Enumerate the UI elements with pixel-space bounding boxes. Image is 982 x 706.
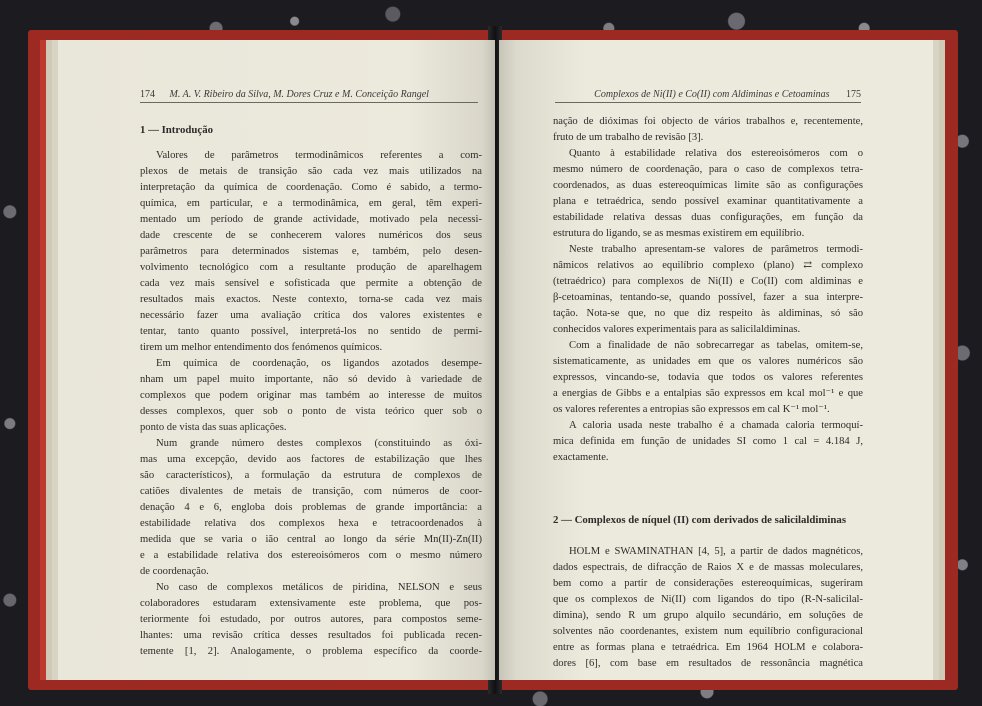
- text-line: volvimento tecnológico com a resultante produção de aparelhagem: [140, 262, 482, 273]
- text-line: dores [6], com base em resultados de ressonância magnética: [553, 658, 863, 669]
- text-line: plana e tetraédrica, sendo possível examinar quantitativamente a: [553, 196, 863, 207]
- text-line: os valores referentes a entropias são expressos em cal K⁻¹ mol⁻¹.: [553, 404, 830, 415]
- right-running-title: Complexos de Ni(II) e Co(II) com Aldiminas e Cetoaminas: [594, 89, 830, 100]
- left-body-lines: [140, 148, 482, 660]
- text-line: HOLM e SWAMINATHAN [4, 5], a partir de dados magnéticos,: [569, 546, 863, 557]
- text-line: necessário fazer uma avaliação crítica dos valores existentes e: [140, 310, 482, 321]
- text-line: (tetraédrico) para complexos de Ni(II) e Co(II) com aldiminas e: [553, 276, 863, 287]
- text-line: temente [1, 2]. Analogamente, o problema específico da coorde-: [140, 646, 482, 657]
- right-body-lines-b: [553, 544, 863, 672]
- text-line: desses complexos, quer sob o ponto de vista teórico quer sob o: [140, 406, 482, 417]
- right-page: [499, 40, 933, 680]
- left-running-head: [140, 89, 478, 103]
- text-line: Com a finalidade de não sobrecarregar as tabelas, omitem-se,: [569, 340, 863, 351]
- heading-gap: [140, 138, 482, 148]
- text-line: denação 4 e 6, engloba dois problemas de grande importância: a: [140, 502, 482, 513]
- section-gap: [553, 466, 863, 512]
- text-line: tentar, tanto quanto possível, interpretá-los no sentido de permi-: [140, 326, 482, 337]
- text-line: são característicos), a formulação da estrutura de complexos de: [140, 470, 482, 481]
- text-line: Valores de parâmetros termodinâmicos referentes a com-: [156, 150, 482, 161]
- text-line: que os complexos de Ni(II) com ligandos do tipo (R-N-salicilal-: [553, 594, 863, 605]
- text-line: mas uma excepção, devido aos factores de estabilização que lhes: [140, 454, 482, 465]
- text-line: nâmicos relativos ao equilíbrio complexo (plano) ⇄ complexo: [553, 260, 863, 271]
- right-body: [553, 114, 863, 672]
- text-line: resultados mais exactos. Neste contexto, torna-se cada vez mais: [140, 294, 482, 305]
- text-line: dimina), sendo R um grupo alquilo secundário, em soluções de: [553, 610, 863, 621]
- text-line: β-cetoaminas, tentando-se, quando possível, fazer a sua interpre-: [553, 292, 863, 303]
- text-line: No caso de complexos metálicos de piridina, NELSON e seus: [156, 582, 482, 593]
- text-line: cada vez mais sensível e sofisticada que permite a obtenção de: [140, 278, 482, 289]
- text-line: nham um papel muito importante, não só devido à variedade de: [140, 374, 482, 385]
- text-line: teriormente foi estudado, por outros autores, para compostos seme-: [140, 614, 482, 625]
- text-line: exactamente.: [553, 452, 609, 463]
- text-line: parâmetros para determinados sistemas e, também, pelo desen-: [140, 246, 482, 257]
- right-body-lines-a: [553, 114, 863, 466]
- text-line: nação de dióximas foi objecto de vários trabalhos e, recentemente,: [553, 116, 863, 127]
- text-line: A caloria usada neste trabalho é a chamada caloria termoquí-: [569, 420, 863, 431]
- text-line: sistematicamente, as unidades em que os valores numéricos são: [553, 356, 863, 367]
- left-body: [140, 122, 482, 660]
- heading-gap-2: [553, 528, 863, 544]
- text-line: fruto de um trabalho de revisão [3].: [553, 132, 704, 143]
- text-line: ponto de vista das suas aplicações.: [140, 422, 287, 433]
- text-line: e a estabilidade relativa dos estereoisómeros com o mesmo número: [140, 550, 482, 561]
- text-line: Num grande número destes complexos (constituindo as óxi-: [156, 438, 482, 449]
- text-line: expressos, vincando-se, todavia que todos os valores referentes: [553, 372, 863, 383]
- text-line: catiões divalentes de metais de transição, com números de coor-: [140, 486, 482, 497]
- text-line: lhantes: uma revisão crítica desses resultados foi publicada recen-: [140, 630, 482, 641]
- text-line: mentado um período de grande actividade, motivado pela necessi-: [140, 214, 482, 225]
- left-page: [58, 40, 495, 680]
- text-line: solventes não coordenantes, existem num equilíbrio configuracional: [553, 626, 863, 637]
- text-line: Em química de coordenação, os ligandos azotados desempe-: [156, 358, 482, 369]
- text-line: de coordenação.: [140, 566, 209, 577]
- section-heading-1: 1 — Introdução: [140, 124, 213, 136]
- text-line: estrutura do ligando, se as mesmas existirem em equilíbrio.: [553, 228, 805, 239]
- text-line: colaboradores estudaram extensivamente este problema, que pos-: [140, 598, 482, 609]
- text-line: plexos de metais de transição são cada vez mais utilizados na: [140, 166, 482, 177]
- text-line: mesmo número de coordenação, para o caso de complexos tetra-: [553, 164, 863, 175]
- text-line: conhecidos valores experimentais para as salicilaldiminas.: [553, 324, 801, 335]
- text-line: a energias de Gibbs e a entalpias são expressos em kcal mol⁻¹ e que: [553, 388, 863, 399]
- text-line: complexos que podem originar mas também ao interesse de muitos: [140, 390, 482, 401]
- right-running-head: [555, 89, 861, 103]
- text-line: Neste trabalho apresentam-se valores de parâmetros termodi-: [569, 244, 863, 255]
- text-line: medida que se varia o ião central ao longo da série Mn(II)-Zn(II): [140, 534, 482, 545]
- text-line: Quanto à estabilidade relativa dos estereoisómeros com o: [569, 148, 863, 159]
- left-page-number: 174: [140, 89, 155, 100]
- text-line: coordenados, as duas estereoquímicas limite são as configurações: [553, 180, 863, 191]
- section-heading-2: 2 — Complexos de níquel (II) com derivados de salicilaldiminas: [553, 514, 847, 526]
- text-line: dados espectrais, de difracção de Raios X e de massas moleculares,: [553, 562, 863, 573]
- right-page-number: 175: [846, 89, 861, 100]
- text-line: mica definida em função de unidades SI como 1 cal = 4.184 J,: [553, 436, 863, 447]
- text-line: tação. Nota-se que, no que diz respeito às aldiminas, só são: [553, 308, 863, 319]
- text-line: dade crescente de se conhecerem valores numéricos dos seus: [140, 230, 482, 241]
- left-running-title: M. A. V. Ribeiro da Silva, M. Dores Cruz e M. Conceição Rangel: [169, 89, 429, 100]
- text-line: bem como a partir de considerações estereoquímicas, sugeriram: [553, 578, 863, 589]
- text-line: química, em particular, e a termodinâmica, em geral, têm experi-: [140, 198, 482, 209]
- text-line: entre as formas plana e tetraédrica. Em 1964 HOLM e colabora-: [553, 642, 863, 653]
- text-line: interpretação da química de coordenação. Como é sabido, a termo-: [140, 182, 482, 193]
- text-line: estabilidade relativa dessas duas configurações, em função da: [553, 212, 863, 223]
- text-line: estabilidade relativa dos complexos hexa e tetracoordenados à: [140, 518, 482, 529]
- text-line: tirem um melhor entendimento dos fenómenos químicos.: [140, 342, 383, 353]
